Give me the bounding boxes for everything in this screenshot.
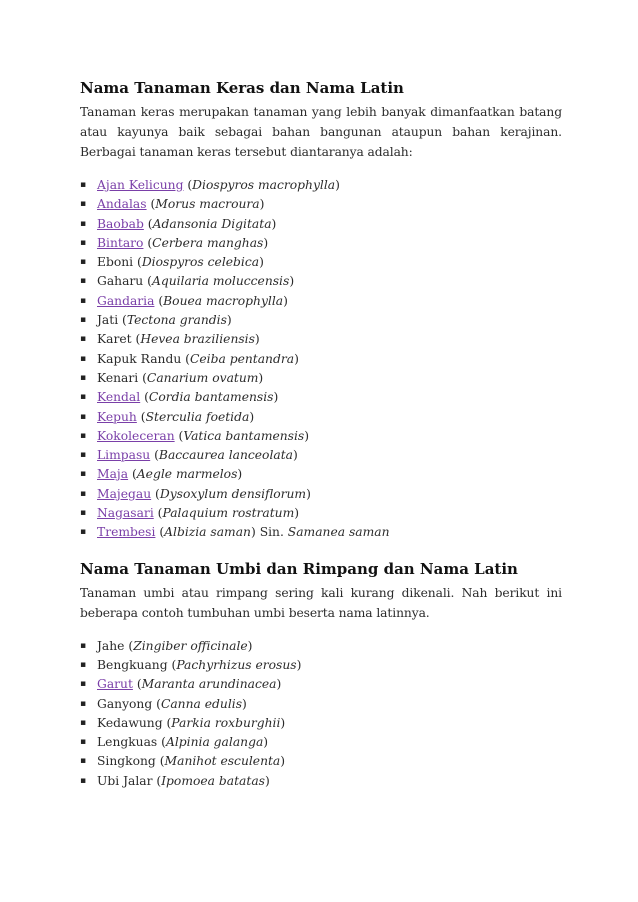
latin-name: Adansonia Digitata [152, 216, 272, 231]
plant-name-link[interactable]: Andalas [97, 197, 147, 212]
list-item: ▪ Bintaro (Cerbera manghas) [80, 234, 562, 253]
bullet-icon: ▪ [80, 430, 87, 441]
synonym-label: Sin. [255, 525, 288, 540]
plant-name: Bengkuang [97, 657, 168, 672]
plant-name: Jahe [97, 638, 125, 653]
list-item: ▪ Jati (Tectona grandis) [80, 311, 562, 330]
section2-list [80, 637, 562, 791]
bullet-icon: ▪ [80, 450, 87, 461]
latin-name: Morus macroura [155, 197, 260, 212]
section2-heading: Nama Tanaman Umbi dan Rimpang dan Nama Latin [80, 559, 518, 578]
latin-name: Ceiba pentandra [189, 351, 295, 366]
section2-intro: Tanaman umbi atau rimpang sering kali kurang dikenali. Nah berikut ini beberapa contoh tumbuhan umbi beserta nama latinnya. [80, 585, 562, 620]
bullet-icon: ▪ [80, 640, 87, 651]
latin-name: Aquilaria moluccensis [151, 274, 290, 289]
bullet-icon: ▪ [80, 756, 87, 767]
bullet-icon: ▪ [80, 508, 87, 519]
list-item: ▪ Kapuk Randu (Ceiba pentandra) [80, 350, 562, 369]
latin-name: Tectona grandis [126, 313, 227, 328]
bullet-icon: ▪ [80, 679, 87, 690]
section1-heading: Nama Tanaman Keras dan Nama Latin [80, 79, 404, 97]
latin-name: Baccaurea lanceolata [158, 448, 293, 463]
latin-name: Diospyros macrophylla [192, 178, 336, 192]
latin-name: Vatica bantamensis [183, 428, 305, 443]
bullet-icon: ▪ [80, 717, 87, 728]
bullet-icon: ▪ [80, 353, 87, 364]
latin-name: Ipomoea batatas [161, 773, 265, 788]
bullet-icon: ▪ [80, 488, 87, 499]
bullet-icon: ▪ [80, 527, 87, 538]
bullet-icon: ▪ [80, 411, 87, 422]
plant-name-link[interactable]: Maja [97, 467, 129, 482]
latin-name: Albizia saman [164, 525, 251, 540]
list-item: ▪ Garut (Maranta arundinacea) [80, 675, 562, 694]
bullet-icon: ▪ [80, 257, 87, 268]
bullet-icon: ▪ [80, 218, 87, 229]
plant-name-link[interactable]: Kokoleceran [97, 428, 175, 443]
list-item: ▪ Limpasu (Baccaurea lanceolata) [80, 446, 562, 465]
list-item: ▪ Lengkuas (Alpinia galanga) [80, 733, 562, 752]
list-item: ▪ Singkong (Manihot esculenta) [80, 752, 562, 771]
list-item: ▪ Gandaria (Bouea macrophylla) [80, 292, 562, 311]
bullet-icon: ▪ [80, 659, 87, 670]
bullet-icon: ▪ [80, 372, 87, 383]
plant-name: Lengkuas [97, 735, 158, 750]
list-item: ▪ Bengkuang (Pachyrhizus erosus) [80, 656, 562, 675]
plant-name-link[interactable]: Baobab [97, 216, 144, 231]
plant-name: Eboni [97, 255, 134, 270]
plant-name-link[interactable]: Nagasari [97, 506, 154, 521]
plant-name: Gaharu [97, 274, 144, 289]
bullet-icon: ▪ [80, 775, 87, 786]
list-item: ▪ Kendal (Cordia bantamensis) [80, 388, 562, 407]
latin-name: Aegle marmelos [136, 467, 238, 482]
plant-name-link[interactable]: Majegau [97, 486, 152, 501]
plant-name: Karet [97, 332, 132, 347]
list-item: ▪ Eboni (Diospyros celebica) [80, 253, 562, 272]
bullet-icon: ▪ [80, 315, 87, 326]
bullet-icon: ▪ [80, 334, 87, 345]
list-item: ▪ Kokoleceran (Vatica bantamensis) [80, 427, 562, 446]
section1-list [80, 176, 562, 543]
latin-name: Manihot esculenta [164, 754, 281, 769]
bullet-icon: ▪ [80, 469, 87, 480]
bullet-icon: ▪ [80, 698, 87, 709]
section1-intro: Tanaman keras merupakan tanaman yang lebih banyak dimanfaatkan batang atau kayunya baik sebagai bahan bangunan ataupun bahan kerajinan. Berbagai tanaman keras tersebut diantaranya adalah: [80, 105, 562, 159]
latin-name: Dysoxylum densiflorum [159, 486, 307, 501]
bullet-icon: ▪ [80, 180, 87, 190]
list-item: ▪ Ganyong (Canna edulis) [80, 695, 562, 714]
plant-name-link[interactable]: Kepuh [97, 409, 137, 424]
list-item: ▪ Kepuh (Sterculia foetida) [80, 408, 562, 427]
latin-name: Cordia bantamensis [148, 390, 274, 405]
list-item: ▪ Jahe (Zingiber officinale) [80, 637, 562, 656]
latin-name: Canarium ovatum [146, 370, 259, 385]
list-item: ▪ Andalas (Morus macroura) [80, 195, 562, 214]
latin-name: Parkia roxburghii [171, 715, 281, 730]
list-item: ▪ Kedawung (Parkia roxburghii) [80, 714, 562, 733]
plant-name: Kedawung [97, 715, 163, 730]
latin-name: Diospyros celebica [141, 255, 260, 270]
plant-name-link[interactable]: Limpasu [97, 448, 151, 463]
plant-name: Kapuk Randu [97, 351, 182, 366]
latin-name: Zingiber officinale [133, 638, 248, 653]
latin-name: Bouea macrophylla [163, 293, 284, 308]
list-item: ▪ Nagasari (Palaquium rostratum) [80, 504, 562, 523]
latin-name: Sterculia foetida [145, 409, 250, 424]
list-item: ▪ Ubi Jalar (Ipomoea batatas) [80, 772, 562, 791]
latin-name: Pachyrhizus erosus [176, 657, 297, 672]
document-page [80, 78, 562, 791]
latin-name: Palaquium rostratum [162, 506, 295, 521]
plant-name: Kenari [97, 370, 139, 385]
latin-name: Hevea braziliensis [140, 332, 255, 347]
plant-name: Jati [97, 313, 119, 328]
bullet-icon: ▪ [80, 199, 87, 210]
latin-name: Alpinia galanga [165, 735, 264, 750]
list-item: ▪ Ajan Kelicung (Diospyros macrophylla) [80, 176, 562, 195]
synonym-latin-name: Samanea saman [287, 525, 390, 540]
plant-name-link[interactable]: Trembesi [97, 525, 156, 540]
list-item: ▪ Karet (Hevea braziliensis) [80, 330, 562, 349]
latin-name: Maranta arundinacea [141, 677, 277, 692]
list-item: ▪ Gaharu (Aquilaria moluccensis) [80, 272, 562, 291]
list-item: ▪ Baobab (Adansonia Digitata) [80, 215, 562, 234]
plant-name-link[interactable]: Kendal [97, 390, 141, 405]
bullet-icon: ▪ [80, 295, 87, 306]
list-item: ▪ Trembesi (Albizia saman) Sin. Samanea saman [80, 523, 562, 542]
plant-name-link[interactable]: Garut [97, 677, 133, 692]
plant-name: Ganyong [97, 696, 153, 711]
plant-name: Singkong [97, 754, 156, 769]
plant-name-link[interactable]: Ajan Kelicung [97, 178, 184, 192]
bullet-icon: ▪ [80, 737, 87, 748]
latin-name: Canna edulis [160, 696, 243, 711]
bullet-icon: ▪ [80, 237, 87, 248]
latin-name: Cerbera manghas [152, 235, 264, 250]
list-item: ▪ Maja (Aegle marmelos) [80, 465, 562, 484]
bullet-icon: ▪ [80, 276, 87, 287]
bullet-icon: ▪ [80, 392, 87, 403]
plant-name-link[interactable]: Gandaria [97, 293, 155, 308]
list-item: ▪ Kenari (Canarium ovatum) [80, 369, 562, 388]
list-item: ▪ Majegau (Dysoxylum densiflorum) [80, 485, 562, 504]
plant-name: Ubi Jalar [97, 773, 153, 788]
plant-name-link[interactable]: Bintaro [97, 235, 144, 250]
